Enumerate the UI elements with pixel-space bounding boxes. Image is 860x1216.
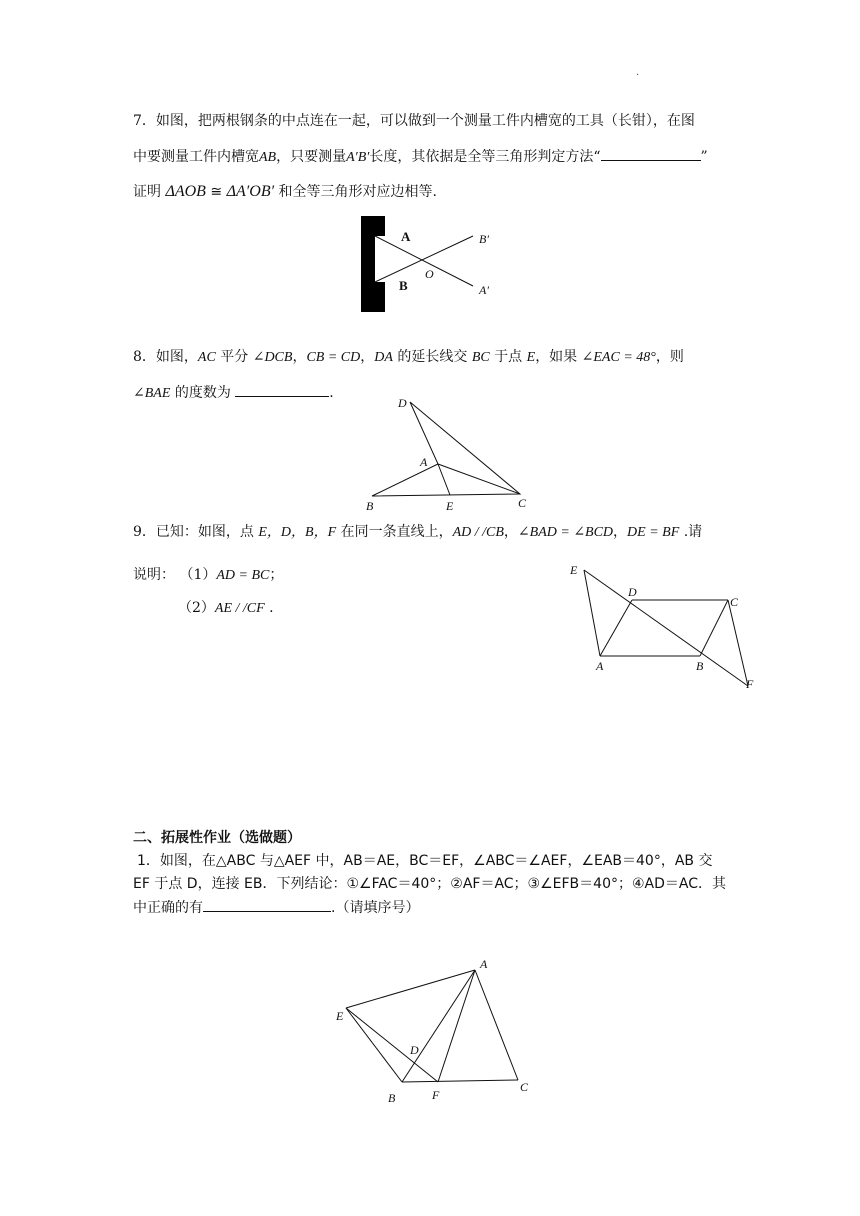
s2-label-e: E — [336, 1009, 344, 1023]
s2-q1-figure — [330, 956, 540, 1108]
q9-label-a: A — [596, 659, 604, 673]
q9-line-3: （2）AE / /CF . — [178, 600, 274, 616]
q9-label-e: E — [570, 563, 578, 577]
q7-line-2: 中要测量工件内槽宽AB，只要测量A′B′长度，其依据是全等三角形判定方法“ ” — [133, 146, 708, 168]
q9-figure — [562, 560, 762, 694]
s2-label-a: A — [480, 957, 488, 971]
q8-figure — [360, 392, 540, 514]
q7-line-3: 证明 ΔAOB ≅ ΔA′OB′ 和全等三角形对应边相等. — [133, 183, 437, 200]
q8-line-1: 8．如图，AC 平分 ∠DCB，CB = CD，DA 的延长线交 BC 于点 E，如果 ∠EAC = 48°，则 — [133, 349, 684, 365]
q7-workpiece — [361, 216, 385, 312]
q9-label-c: C — [730, 595, 739, 609]
s2-label-b: B — [388, 1091, 396, 1105]
s2-label-d: D — [410, 1043, 419, 1057]
q7-figure — [355, 214, 515, 316]
s2-label-c: C — [520, 1080, 529, 1094]
q7-line-1: 7．如图，把两根钢条的中点连在一起，可以做到一个测量工件内槽宽的工具（长钳），在图 — [133, 113, 695, 129]
q7-label-aprime: A′ — [479, 283, 489, 297]
q7-bar-bo — [375, 236, 473, 282]
q9-label-f: F — [746, 677, 754, 691]
s2-q1-line-1: 1．如图，在△ABC 与△AEF 中，AB＝AE，BC＝EF，∠ABC＝∠AEF，∠EAB＝40°，AB 交 — [137, 853, 713, 869]
q8-answer-blank[interactable] — [235, 382, 329, 397]
s2-q1-answer-blank[interactable] — [203, 897, 331, 912]
q9-label-b: B — [696, 659, 704, 673]
section2-heading: 二、拓展性作业（选做题） — [133, 830, 301, 846]
s2-label-f: F — [432, 1088, 440, 1102]
q9-line-2: 说明： （1）AD = BC； — [133, 567, 284, 583]
q8-label-e: E — [446, 499, 454, 513]
q7-label-a: A — [401, 229, 411, 244]
q8-label-c: C — [518, 496, 527, 510]
q8-label-d: D — [398, 396, 407, 410]
q7-label-bprime: B′ — [479, 232, 489, 246]
q7-label-b: B — [399, 278, 408, 293]
q9-line-1: 9．已知：如图，点 E，D，B，F 在同一条直线上，AD / /CB，∠BAD = ∠BCD，DE = BF .请 — [133, 524, 703, 540]
q7-answer-blank[interactable] — [601, 146, 701, 161]
q8-label-a: A — [420, 455, 428, 469]
q9-label-d: D — [628, 585, 637, 599]
q7-bar-ao — [375, 236, 473, 286]
s2-q1-line-2: EF 于点 D，连接 EB．下列结论：①∠FAC＝40°；②AF＝AC；③∠EFB＝40°；④AD＝AC．其 — [133, 876, 726, 892]
header-mark: · — [636, 70, 640, 81]
q8-label-b: B — [366, 499, 374, 513]
q7-label-o: O — [425, 267, 434, 281]
q8-line-2: ∠BAE 的度数为 . — [133, 382, 334, 404]
s2-q1-line-3: 中正确的有 .（请填序号） — [133, 897, 419, 918]
